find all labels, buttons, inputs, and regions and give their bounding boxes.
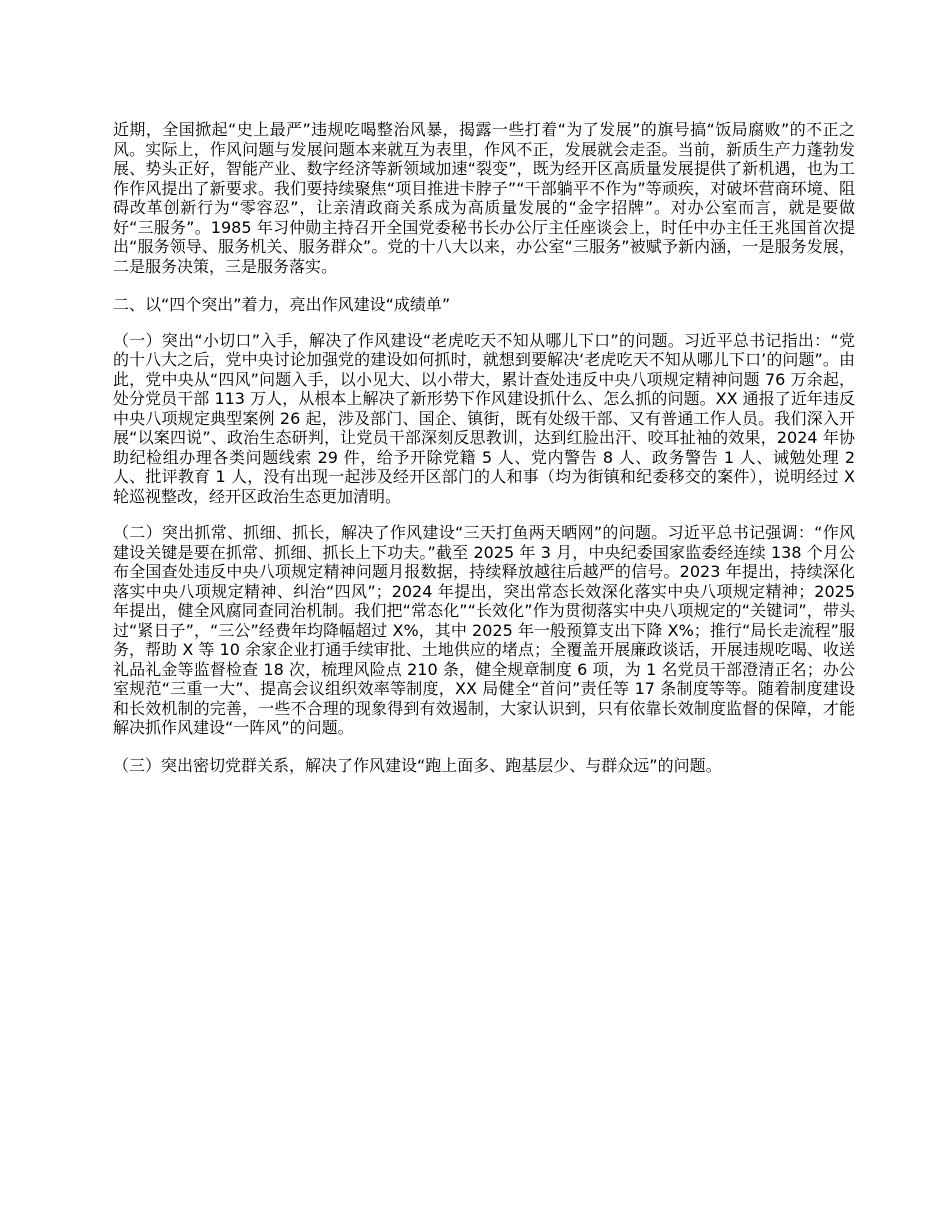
point-two-paragraph: （二）突出抓常、抓细、抓长，解决了作风建设“三天打鱼两天晒网”的问题。习近平总书记强调：“作风建设关键是要在抓常、抓细、抓长上下功夫。”截至 2025 年 3 月，中央纪委国家监委经连续 138 个月公布全国查处违反中央八项规定精神问题月报数据，持续释放越往后越严的信号。2023 年提出，持续深化落实中央八项规定精神、纠治“四风”；2024 年提出，突出常态长效深化落实中央八项规定精神；2025 年提出，健全风腐同查同治机制。我们把“常态化”“长效化”作为贯彻落实中央八项规定的“关键词”，带头过“紧日子”，“三公”经费年均降幅超过 X%，其中 2025 年一般预算支出下降 X%；推行“局长走流程”服务，帮助 X 等 10 余家企业打通手续审批、土地供应的堵点；全覆盖开展廉政谈话，开展违规吃喝、收送礼品礼金等监督检查 18 次，梳理风险点 210 条，健全规章制度 6 项，为 1 名党员干部澄清正名；办公室规范“三重一大”、提高会议组织效率等制度，XX 局健全“首问”责任等 17 条制度等等。随着制度建设和长效机制的完善，一些不合理的现象得到有效遏制，大家认识到，只有依靠长效制度监督的保障，才能解决抓作风建设“一阵风”的问题。 (113, 523, 855, 737)
intro-paragraph: 近期，全国掀起“史上最严”违规吃喝整治风暴，揭露一些打着“为了发展”的旗号搞“饭局腐败”的不正之风。实际上，作风问题与发展问题本来就互为表里，作风不正，发展就会走歪。当前，新质生产力蓬勃发展、势头正好，智能产业、数字经济等新领域加速“裂变”，既为经开区高质量发展提供了新机遇，也为工作作风提出了新要求。我们要持续聚焦“项目推进卡脖子”“干部躺平不作为”等顽疾，对破坏营商环境、阻碍改革创新行为“零容忍”，让亲清政商关系成为高质量发展的“金字招牌”。对办公室而言，就是要做好“三服务”。1985 年习仲勋主持召开全国党委秘书长办公厅主任座谈会上，时任中办主任王兆国首次提出“服务领导、服务机关、服务群众”。党的十八大以来，办公室“三服务”被赋予新内涵，一是服务发展，二是服务决策，三是服务落实。 (113, 120, 855, 276)
document-page (113, 120, 855, 775)
point-one-paragraph: （一）突出“小切口”入手，解决了作风建设“老虎吃天不知从哪儿下口”的问题。习近平总书记指出：“党的十八大之后，党中央讨论加强党的建设如何抓时，就想到要解决‘老虎吃天不知从哪儿下口’的问题”。由此，党中央从“四风”问题入手，以小见大、以小带大，累计查处违反中央八项规定精神问题 76 万余起，处分党员干部 113 万人，从根本上解决了新形势下作风建设抓什么、怎么抓的问题。XX 通报了近年违反中央八项规定典型案例 26 起，涉及部门、国企、镇街，既有处级干部、又有普通工作人员。我们深入开展“以案四说”、政治生态研判，让党员干部深刻反思教训，达到红脸出汗、咬耳扯袖的效果，2024 年协助纪检组办理各类问题线索 29 件，给予开除党籍 5 人、党内警告 8 人、政务警告 1 人、诫勉处理 2 人、批评教育 1 人，没有出现一起涉及经开区部门的人和事（均为街镇和纪委移交的案件），说明经过 X 轮巡视整改，经开区政治生态更加清明。 (113, 330, 855, 506)
section-heading: 二、以“四个突出”着力，亮出作风建设“成绩单” (113, 295, 451, 314)
point-three-paragraph: （三）突出密切党群关系，解决了作风建设“跑上面多、跑基层少、与群众远”的问题。 (113, 755, 722, 775)
